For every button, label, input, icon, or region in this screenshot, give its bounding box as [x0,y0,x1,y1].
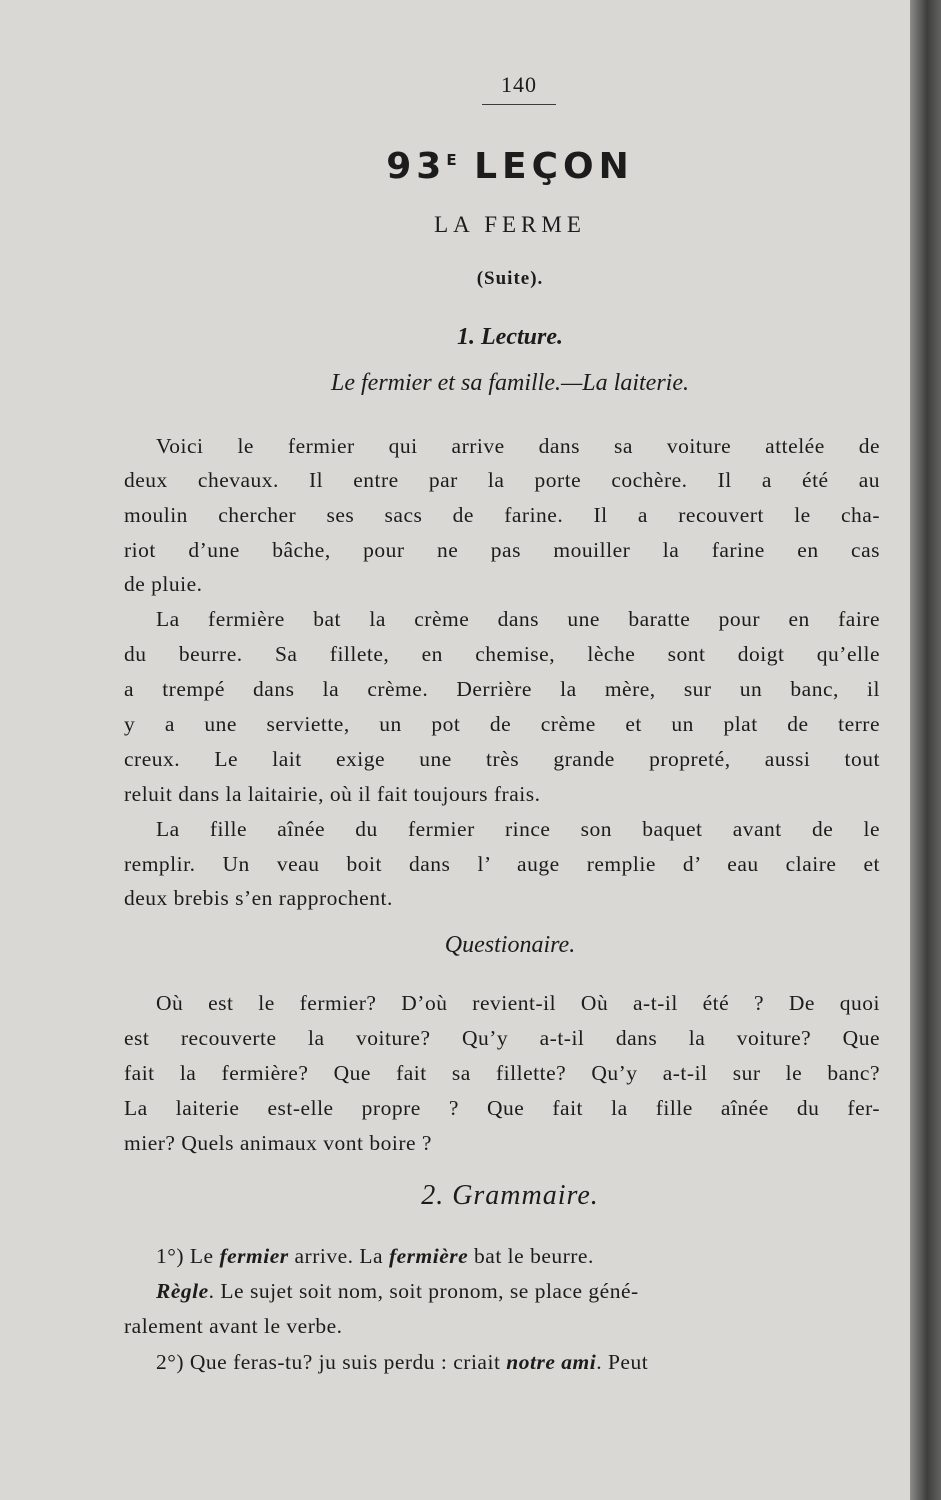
text-line: moulin chercher ses sacs de farine. Il a recouvert le cha- [124,503,880,527]
text-line: a trempé dans la crème. Derrière la mère, sur un banc, il [124,677,880,701]
grammar-example-2 [156,1348,880,1376]
chapter-title: LA FERME [434,212,586,237]
example-text: bat le beurre. [468,1244,594,1268]
text-line: creux. Le lait exige une très grande propreté, aussi tout [124,747,880,771]
lesson-word: LEÇON [474,146,634,187]
text-line: reluit dans la laitairie, où il fait toujours frais. [124,782,541,806]
section-heading-grammaire: 2. Grammaire. [421,1180,599,1211]
question-line: mier? Quels animaux vont boire ? [124,1131,432,1155]
section-heading-questionnaire: Questionaire. [444,932,576,958]
example-subject: notre ami [506,1350,597,1374]
section-heading-lecture: 1. Lecture. [457,324,563,350]
example-text: . Peut [596,1350,649,1374]
question-line: fait la fermière? Que fait sa fillette? Qu’y a-t-il sur le banc? [124,1061,880,1085]
example-text: 2°) Que feras-tu? ju suis perdu : criait [156,1350,507,1374]
example-subject: fermier [219,1244,289,1268]
text-line: deux brebis s’en rapprochent. [124,886,393,910]
question-line: La laiterie est-elle propre ? Que fait la fille aînée du fer- [124,1096,880,1120]
question-line: est recouverte la voiture? Qu’y a-t-il dans la voiture? Que [124,1026,880,1050]
text-line: de pluie. [124,572,203,596]
text-line: du beurre. Sa fillete, en chemise, lèche sont doigt qu’elle [124,642,880,666]
rule-label: Règle [156,1279,209,1303]
text-line: Voici le fermier qui arrive dans sa voiture attelée de [156,434,880,458]
example-subject: fermière [388,1244,469,1268]
page-number: 140 [501,72,537,97]
text-line: remplir. Un veau boit dans l’ auge remplie d’ eau claire et [124,852,880,876]
example-text: 1°) Le [156,1244,220,1268]
book-gutter [910,0,941,1500]
text-line: y a une serviette, un pot de crème et un plat de terre [124,712,880,736]
rule-text: . Le sujet soit nom, soit pronom, se place géné- [208,1279,639,1303]
lesson-heading [140,146,880,187]
reading-subtitle: Le fermier et sa famille.—La laiterie. [331,370,689,396]
text-line: La fermière bat la crème dans une baratte pour en faire [156,607,880,631]
page-number-rule [482,104,556,105]
chapter-suite: (Suite). [476,268,544,289]
text-line: deux chevaux. Il entre par la porte cochère. Il a été au [124,468,880,492]
lesson-number: 93 [386,146,447,187]
example-text: arrive. La [288,1244,389,1268]
lesson-suffix: E [446,151,457,169]
grammar-rule-cont: ralement avant le verbe. [124,1314,343,1338]
grammar-rule [156,1277,880,1305]
text-line: riot d’une bâche, pour ne pas mouiller la farine en cas [124,538,880,562]
question-line: Où est le fermier? D’où revient-il Où a-t-il été ? De quoi [156,991,880,1015]
text-line: La fille aînée du fermier rince son baquet avant de le [156,817,880,841]
grammar-example-1 [156,1242,880,1270]
